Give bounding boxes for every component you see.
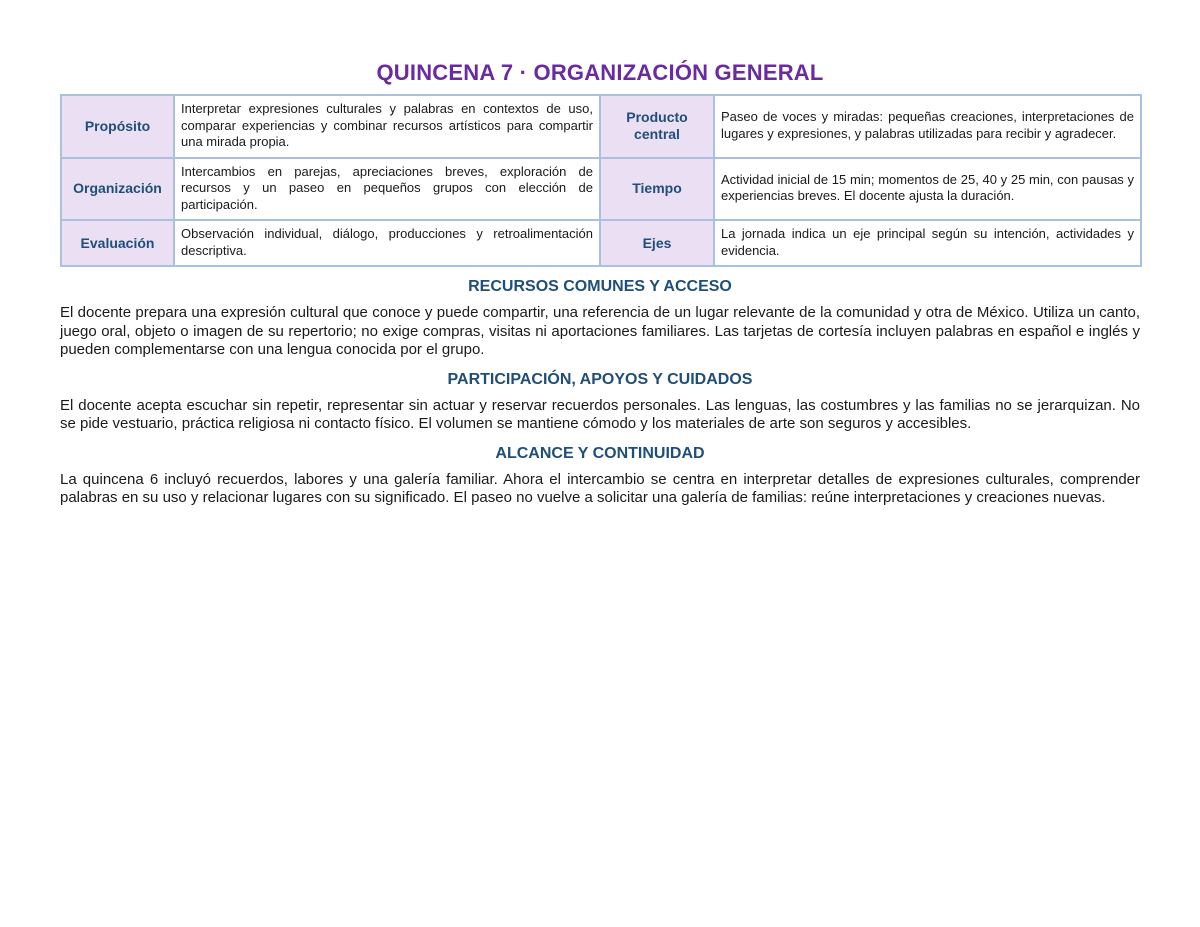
central-product-label: Producto central	[600, 95, 714, 158]
section-resources	[60, 277, 1140, 360]
evaluation-label: Evaluación	[61, 220, 174, 266]
section-heading: RECURSOS COMUNES Y ACCESO	[468, 278, 732, 295]
organization-label: Organización	[61, 158, 174, 221]
axes-label: Ejes	[600, 220, 714, 266]
section-participation	[60, 370, 1140, 434]
table-row	[61, 158, 1141, 221]
axes-value: La jornada indica un eje principal según su intención, actividades y evidencia.	[714, 220, 1141, 266]
purpose-value: Interpretar expresiones culturales y palabras en contextos de uso, comparar experiencias y combinar recursos artísticos para compartir una mirada propia.	[174, 95, 600, 158]
section-heading: PARTICIPACIÓN, APOYOS Y CUIDADOS	[447, 370, 753, 388]
section-paragraph: El docente prepara una expresión cultural que conoce y puede compartir, una referencia de un lugar relevante de la comunidad y otra de México. Utiliza un canto, juego oral, objeto o imagen de su repertorio; no exige compras, visitas ni aportaciones familiares. Las tarjetas de cortesía incluyen palabras en español e inglés y pueden complementarse con una lengua conocida por el grupo.	[60, 304, 1140, 358]
page-title: QUINCENA 7 · ORGANIZACIÓN GENERAL	[376, 60, 824, 85]
table-row	[61, 220, 1141, 266]
summary-table	[60, 94, 1142, 267]
time-label: Tiempo	[600, 158, 714, 221]
section-paragraph: El docente acepta escuchar sin repetir, representar sin actuar y reservar recuerdos personales. Las lenguas, las costumbres y las familias no se jerarquizan. No se pide vestuario, práctica religiosa ni contacto físico. El volumen se mantiene cómodo y los materiales de arte son seguros y accesibles.	[60, 396, 1140, 432]
time-value: Actividad inicial de 15 min; momentos de 25, 40 y 25 min, con pausas y experiencias breves. El docente ajusta la duración.	[714, 158, 1141, 221]
section-heading: ALCANCE Y CONTINUIDAD	[495, 444, 705, 462]
purpose-label: Propósito	[61, 95, 174, 158]
central-product-value: Paseo de voces y miradas: pequeñas creaciones, interpretaciones de lugares y expresiones, y palabras utilizadas para recibir y agradecer.	[714, 95, 1141, 158]
table-row	[61, 95, 1141, 158]
organization-value: Intercambios en parejas, apreciaciones breves, exploración de recursos y un paseo en pequeños grupos con elección de participación.	[174, 158, 600, 221]
section-paragraph: La quincena 6 incluyó recuerdos, labores y una galería familiar. Ahora el intercambio se centra en interpretar detalles de expresiones culturales, comprender palabras en su uso y relacionar lugares con su significado. El paseo no vuelve a solicitar una galería de familias: reúne interpretaciones y creaciones nuevas.	[60, 470, 1140, 506]
section-scope	[60, 444, 1140, 508]
evaluation-value: Observación individual, diálogo, producciones y retroalimentación descriptiva.	[174, 220, 600, 266]
